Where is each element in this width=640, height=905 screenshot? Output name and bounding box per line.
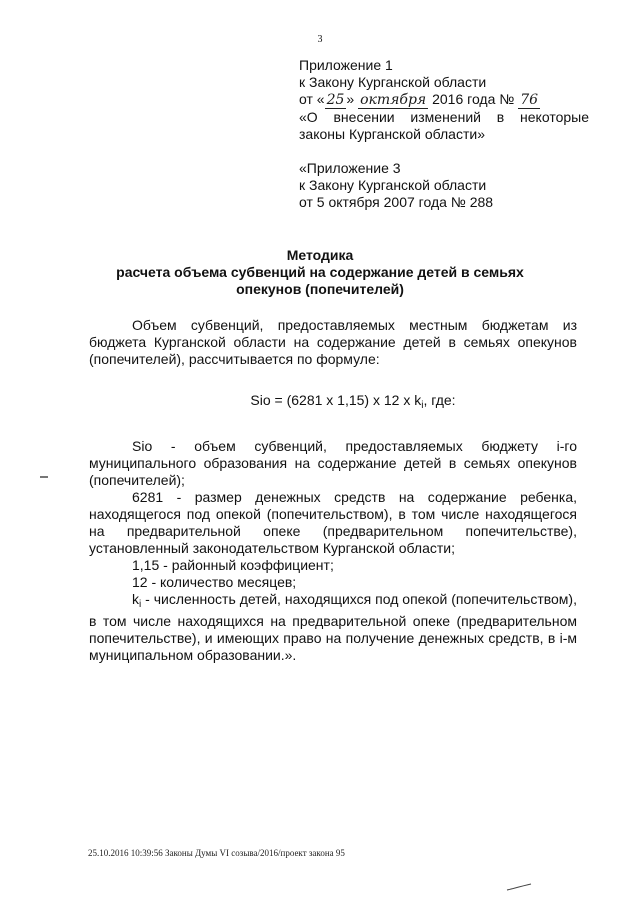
intro-paragraph: Объем субвенций, предоставляемых местным бюджетам из бюджета Курганской области на содержание детей в семьях опекунов (попечителей), рассчитывается по формуле: — [89, 317, 577, 367]
title-line-3: опекунов (попечителей) — [236, 281, 404, 297]
nested-law-date: от 5 октября 2007 года № 288 — [299, 194, 494, 210]
date-year: 2016 года № — [432, 91, 515, 107]
appendix-header — [299, 57, 589, 211]
definition-6281: 6281 - размер денежных средств на содержание ребенка, находящегося под опекой (попечительством), в том числе находящегося на предварительной опеке (предварительном попечительстве), установленный законодательством Курганской области; — [89, 489, 577, 556]
formula-tail: , где: — [423, 392, 456, 408]
nested-law-reference: к Закону Курганской области — [299, 177, 487, 193]
handwritten-month: октября — [360, 92, 427, 108]
ki-subscript: i — [139, 599, 142, 610]
formula-main: Sio = (6281 х 1,15) х 12 х k — [250, 392, 422, 408]
appendix-title: Приложение 1 — [299, 57, 393, 73]
scan-mark — [40, 476, 48, 478]
page-number: 3 — [317, 34, 323, 45]
formula — [129, 392, 577, 414]
law-date-line — [299, 91, 589, 109]
definition-ki — [89, 591, 577, 664]
footer-path: 25.10.2016 10:39:56 Законы Думы VI созыва/2016/проект закона 95 — [88, 848, 345, 858]
nested-appendix-title: «Приложение 3 — [299, 160, 401, 176]
handwritten-day: 25 — [326, 92, 345, 108]
definition-sio: Sio - объем субвенций, предоставляемых бюджету i-го муниципального образования на содержание детей в семьях опекунов (попечителей); — [89, 438, 577, 488]
law-subject: «О внесении изменений в некоторые законы Курганской области» — [299, 109, 589, 142]
definition-coefficient: 1,15 - районный коэффициент; — [132, 557, 334, 573]
initials-signature — [506, 882, 532, 892]
formula-subscript: i — [421, 400, 424, 411]
law-reference: к Закону Курганской области — [299, 74, 487, 90]
title-line-2: расчета объема субвенций на содержание детей в семьях — [116, 264, 524, 280]
date-prefix: от « — [299, 91, 325, 107]
document-body — [89, 317, 577, 664]
ki-symbol: k — [132, 591, 139, 607]
date-mid: » — [346, 91, 355, 107]
document-title — [95, 247, 545, 298]
ki-text: - численность детей, находящихся под опекой (попечительством), в том числе находящихся на предварительной опеке (предварительном попечительстве), и имеющих право на получение денежных средств, в i-м муниципальном образовании.». — [89, 591, 577, 663]
title-line-1: Методика — [286, 247, 354, 263]
definition-months: 12 - количество месяцев; — [132, 574, 297, 590]
handwritten-number: 76 — [520, 92, 539, 108]
